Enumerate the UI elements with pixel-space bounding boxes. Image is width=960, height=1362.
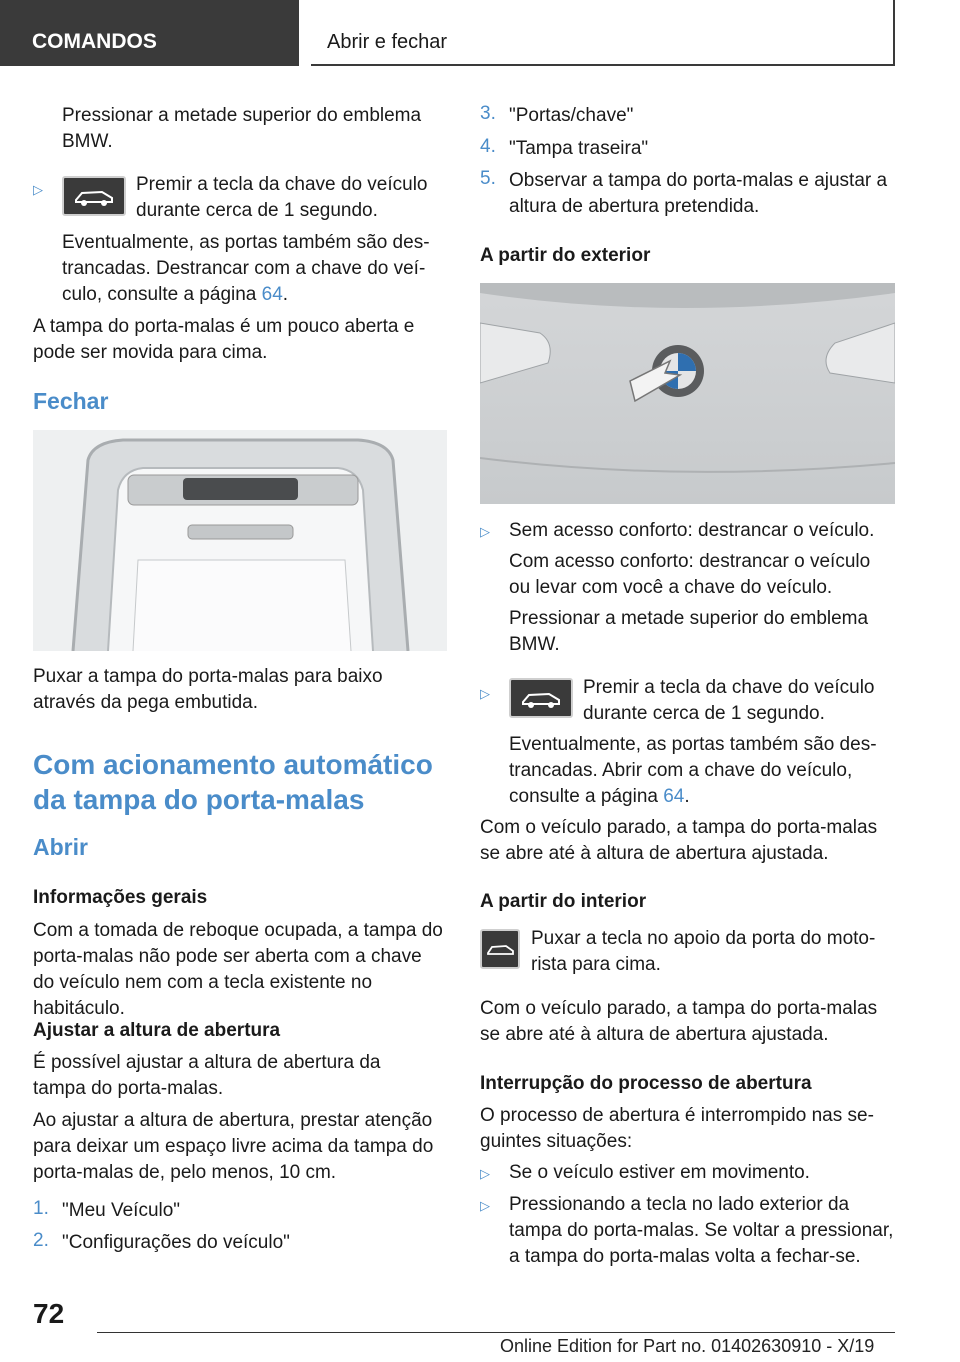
step-number: 3. [480,103,496,124]
paragraph-stopped: Com o veículo parado, a tampa do porta-malas se abre até à altura de abertura ajustada. [480,817,878,864]
heading-info: Informações gerais [33,887,208,908]
footer-edition: Online Edition for Part no. 01402630910 - X/19 [500,1336,875,1356]
bullet-text: Pressionando a tecla no lado exterior da tampa do porta-malas. Se voltar a pressionar, a tampa do porta-malas volta a fechar-se. [509,1194,894,1267]
step-number: 5. [480,168,496,189]
key-instruction: Premir a tecla da chave do veículo durante cerca de 1 segundo. [136,174,428,221]
key-instruction: Premir a tecla da chave do veículo durante cerca de 1 segundo. [583,677,875,724]
heading-interruption: Interrupção do processo de abertura [480,1073,812,1094]
paragraph-tow: Com a tomada de reboque ocupada, a tampa do porta-malas não pode ser aberta com a chave do veículo nem com a tecla existente no habitáculo. [33,920,443,1019]
section-title: COMANDOS [32,30,157,53]
page-link[interactable]: 64 [261,284,283,305]
paragraph-comfort: Com acesso conforto: destrancar o veículo ou levar com você a chave do veículo. [509,551,871,598]
interior-instruction: Puxar a tecla no apoio da porta do motorista para cima. [531,928,876,975]
paragraph-emblem: Pressionar a metade superior do emblema BMW. [509,608,869,655]
paragraph-unlock-note [509,732,894,810]
paragraph-interruption: O processo de abertura é interrompido nas seguintes situações: [480,1105,874,1152]
bullet-triangle-icon: ▷ [480,686,490,701]
heading-interior: A partir do interior [480,891,647,912]
step-text: "Portas/chave" [509,105,634,126]
bullet-triangle-icon: ▷ [33,182,43,197]
period: . [684,786,690,807]
paragraph-opened: A tampa do porta-malas é um pouco aberta e pode ser movida para cima. [33,316,415,363]
bullet-triangle-icon: ▷ [480,1198,490,1213]
door-trunk-button-icon [480,929,520,969]
bullet-triangle-icon: ▷ [480,1166,490,1181]
step-text: "Tampa traseira" [509,138,649,159]
car-key-trunk-icon [509,678,573,718]
step-text: Observar a tampa do porta-malas e ajustar a altura de abertura pretendida. [509,170,888,217]
step-number: 1. [33,1198,49,1219]
paragraph-adjust: É possível ajustar a altura de abertura da tampa do porta-malas. [33,1052,381,1099]
unlock-note-text: Eventualmente, as portas também são destrancadas. Destrancar com a chave do veículo, consulte a página [62,232,430,305]
paragraph-stopped-2: Com o veículo parado, a tampa do porta-malas se abre até à altura de abertura ajustada. [480,998,878,1045]
page-number: 72 [33,1298,65,1329]
section-tab [0,0,299,66]
heading-automatic: Com acionamento automático da tampa do porta-malas [33,749,433,815]
bullet-triangle-icon: ▷ [480,524,490,539]
bmw-emblem-illustration [480,283,895,504]
period: . [282,284,289,305]
paragraph-close: Puxar a tampa do porta-malas para baixo através da pega embutida. [33,666,383,713]
trunk-interior-illustration [33,430,447,651]
paragraph-clearance: Ao ajustar a altura de abertura, prestar atenção para deixar um espaço livre acima da tampa do porta-malas de, pelo menos, 10 cm. [33,1110,434,1183]
bullet-text: Sem acesso conforto: destrancar o veículo. [509,520,875,541]
heading-fechar: Fechar [33,388,109,414]
bullet-text: Se o veículo estiver em movimento. [509,1162,810,1183]
paragraph-unlock-note [62,230,437,308]
heading-exterior: A partir do exterior [480,245,651,266]
step-number: 2. [33,1230,49,1251]
unlock-note-text: Eventualmente, as portas também são destrancadas. Abrir com a chave do veículo, consulte a página [509,734,877,807]
heading-adjust: Ajustar a altura de abertura [33,1020,281,1041]
step-text: "Configurações do veículo" [62,1232,290,1253]
step-number: 4. [480,136,496,157]
step-text: "Meu Veículo" [62,1200,181,1221]
paragraph-emblem: Pressionar a metade superior do emblema BMW. [62,105,422,152]
heading-abrir: Abrir [33,834,88,860]
page-link[interactable]: 64 [663,786,685,807]
chapter-title: Abrir e fechar [327,31,448,53]
footer-divider [97,1332,895,1333]
car-key-trunk-icon [62,176,126,216]
chapter-header [311,0,895,66]
